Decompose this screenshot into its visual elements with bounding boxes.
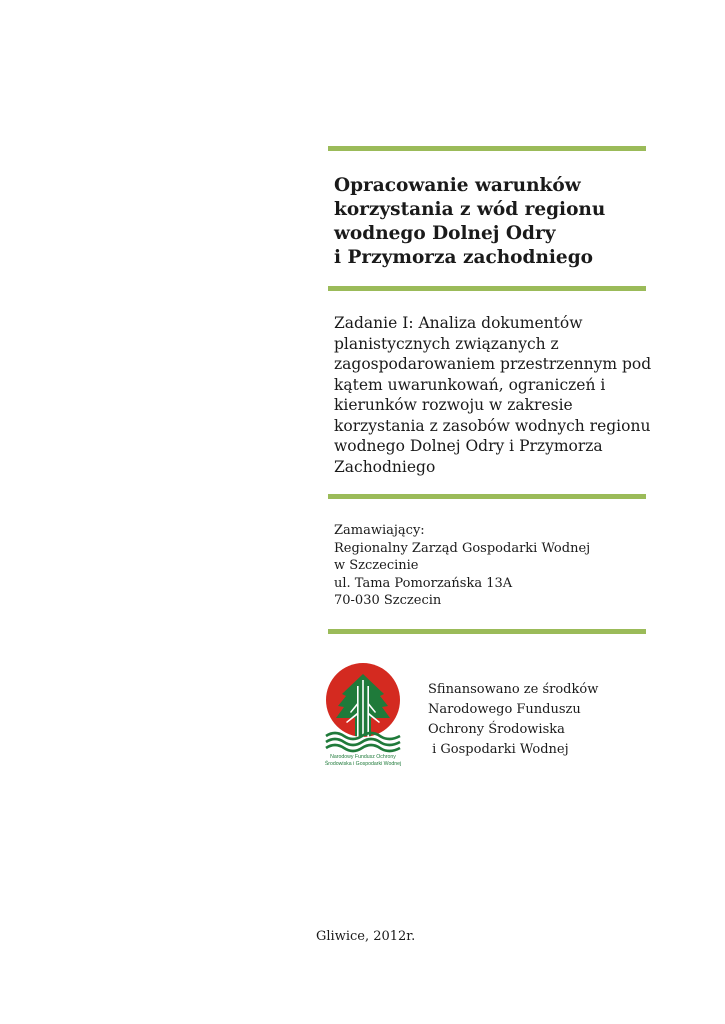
client-line: Zamawiający:	[334, 523, 425, 538]
divider-rule	[328, 146, 646, 151]
task-description	[334, 313, 652, 477]
logo-caption-line: Środowiska i Gospodarki Wodnej	[324, 761, 402, 767]
funding-line: Narodowego Funduszu	[428, 702, 581, 717]
funding-note	[428, 680, 648, 760]
client-line: w Szczecinie	[334, 558, 419, 573]
place-date: Gliwice, 2012r.	[316, 929, 416, 944]
task-line: zagospodarowaniem przestrzennym pod	[334, 355, 652, 373]
logo-caption-line: Narodowy Fundusz Ochrony	[330, 754, 396, 760]
task-line: kierunków rozwoju w zakresie	[334, 396, 573, 414]
document-title	[334, 174, 634, 270]
divider-rule	[328, 494, 646, 499]
nfosigw-logo-icon	[324, 662, 402, 768]
divider-rule	[328, 286, 646, 291]
funding-line: Sfinansowano ze środków	[428, 682, 599, 697]
title-line: i Przymorza zachodniego	[334, 247, 593, 268]
task-line: kątem uwarunkowań, ograniczeń i	[334, 375, 606, 394]
funding-line: Ochrony Środowiska	[428, 722, 565, 737]
client-line: ul. Tama Pomorzańska 13A	[334, 575, 513, 591]
task-line: wodnego Dolnej Odry i Przymorza	[334, 437, 603, 455]
title-line: Opracowanie warunków	[334, 175, 581, 196]
task-line: planistycznych związanych z	[334, 334, 559, 353]
task-line: Zadanie I: Analiza dokumentów	[334, 314, 583, 332]
nfosigw-logo	[324, 662, 402, 768]
funding-line: i Gospodarki Wodnej	[428, 742, 569, 757]
title-line: wodnego Dolnej Odry	[334, 223, 556, 244]
client-line: Regionalny Zarząd Gospodarki Wodnej	[334, 540, 591, 556]
task-line: korzystania z zasobów wodnych regionu	[334, 416, 651, 435]
client-line: 70-030 Szczecin	[334, 593, 442, 608]
client-info	[334, 522, 644, 610]
title-line: korzystania z wód regionu	[334, 199, 606, 220]
divider-rule	[328, 629, 646, 634]
task-line: Zachodniego	[334, 457, 436, 476]
